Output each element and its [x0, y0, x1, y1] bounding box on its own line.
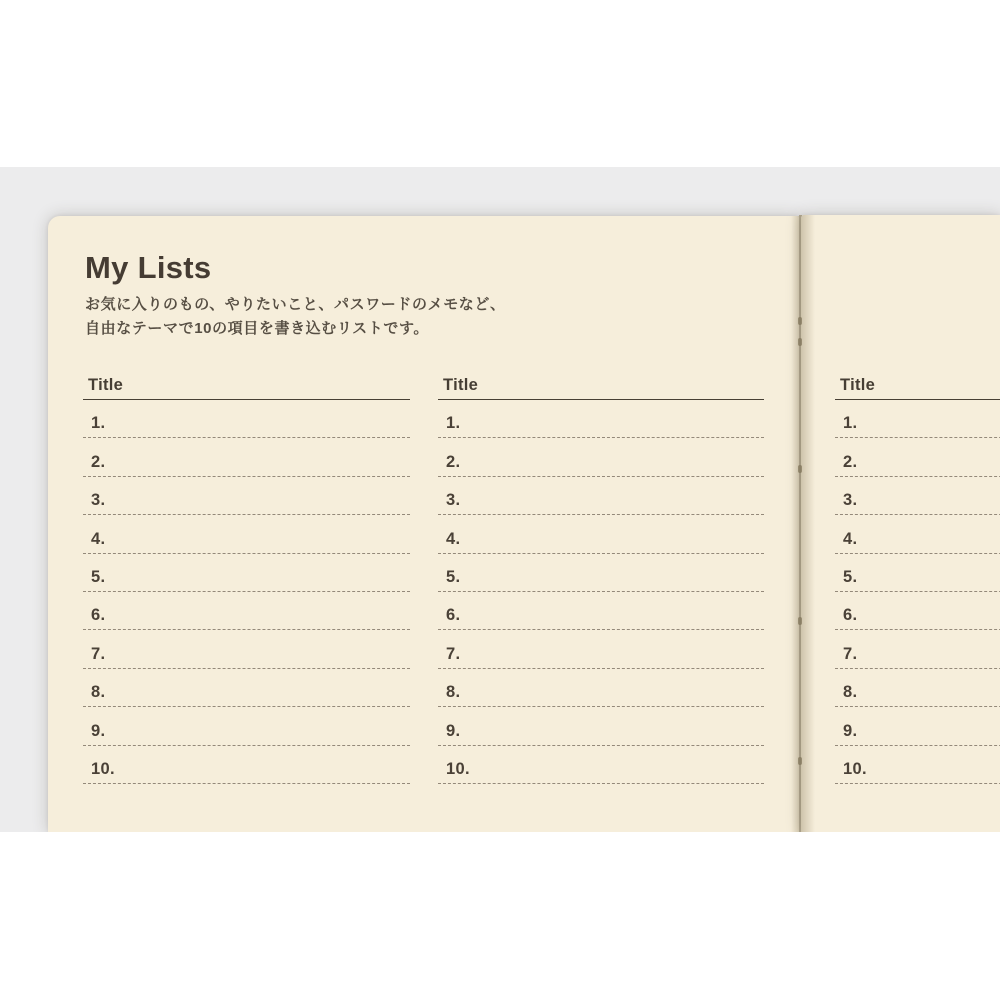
row-number: 8. [91, 683, 106, 702]
row-number: 3. [843, 491, 858, 510]
list-row [83, 554, 410, 592]
row-number: 8. [843, 683, 858, 702]
row-number: 3. [91, 491, 106, 510]
list-row [83, 669, 410, 707]
list-row [438, 592, 764, 630]
page-title: My Lists [85, 250, 212, 285]
row-number: 10. [843, 759, 867, 778]
row-number: 9. [446, 721, 461, 740]
list-column-2 [438, 376, 764, 784]
page-description-line-2: 自由なテーマで10の項目を書き込むリストです。 [85, 320, 429, 337]
row-number: 6. [446, 606, 461, 625]
stitch-mark [798, 338, 802, 346]
notebook-page-right [801, 215, 1000, 832]
row-number: 7. [91, 644, 106, 663]
list-row [438, 438, 764, 476]
list-column-3 [835, 376, 1000, 784]
stitch-mark [798, 757, 802, 765]
list-row [438, 477, 764, 515]
list-row [835, 400, 1000, 438]
stitch-mark [798, 317, 802, 325]
column-title-label: Title [83, 376, 410, 400]
list-row [835, 515, 1000, 553]
row-number: 7. [843, 644, 858, 663]
list-row [438, 707, 764, 745]
row-number: 4. [843, 529, 858, 548]
list-row [83, 592, 410, 630]
row-number: 5. [446, 567, 461, 586]
list-row [835, 592, 1000, 630]
column-title-label: Title [835, 376, 1000, 400]
row-number: 4. [91, 529, 106, 548]
list-row [835, 438, 1000, 476]
row-number: 10. [446, 759, 470, 778]
list-row [83, 630, 410, 668]
list-row [83, 746, 410, 784]
list-row [438, 554, 764, 592]
row-number: 4. [446, 529, 461, 548]
stitch-mark [798, 617, 802, 625]
row-number: 1. [91, 414, 106, 433]
list-row [835, 554, 1000, 592]
list-row [438, 669, 764, 707]
list-row [83, 707, 410, 745]
row-number: 2. [843, 452, 858, 471]
row-number: 1. [446, 414, 461, 433]
list-row [83, 438, 410, 476]
row-number: 7. [446, 644, 461, 663]
row-number: 5. [91, 567, 106, 586]
list-row [835, 669, 1000, 707]
notebook-page-left [48, 216, 799, 832]
row-number: 2. [91, 452, 106, 471]
list-row [835, 746, 1000, 784]
list-row [83, 400, 410, 438]
page-description [85, 293, 506, 341]
list-row [438, 515, 764, 553]
list-row [83, 515, 410, 553]
list-row [835, 707, 1000, 745]
list-column-1 [83, 376, 410, 784]
row-number: 10. [91, 759, 115, 778]
row-number: 2. [446, 452, 461, 471]
list-row [835, 477, 1000, 515]
list-row [438, 400, 764, 438]
column-title-label: Title [438, 376, 764, 400]
row-number: 8. [446, 683, 461, 702]
row-number: 3. [446, 491, 461, 510]
row-number: 9. [91, 721, 106, 740]
list-row [438, 746, 764, 784]
list-row [83, 477, 410, 515]
row-number: 6. [843, 606, 858, 625]
photo-background [0, 167, 1000, 832]
stitch-mark [798, 465, 802, 473]
row-number: 6. [91, 606, 106, 625]
page-description-line-1: お気に入りのもの、やりたいこと、パスワードのメモなど、 [85, 296, 506, 313]
row-number: 9. [843, 721, 858, 740]
row-number: 1. [843, 414, 858, 433]
row-number: 5. [843, 567, 858, 586]
list-row [835, 630, 1000, 668]
list-row [438, 630, 764, 668]
